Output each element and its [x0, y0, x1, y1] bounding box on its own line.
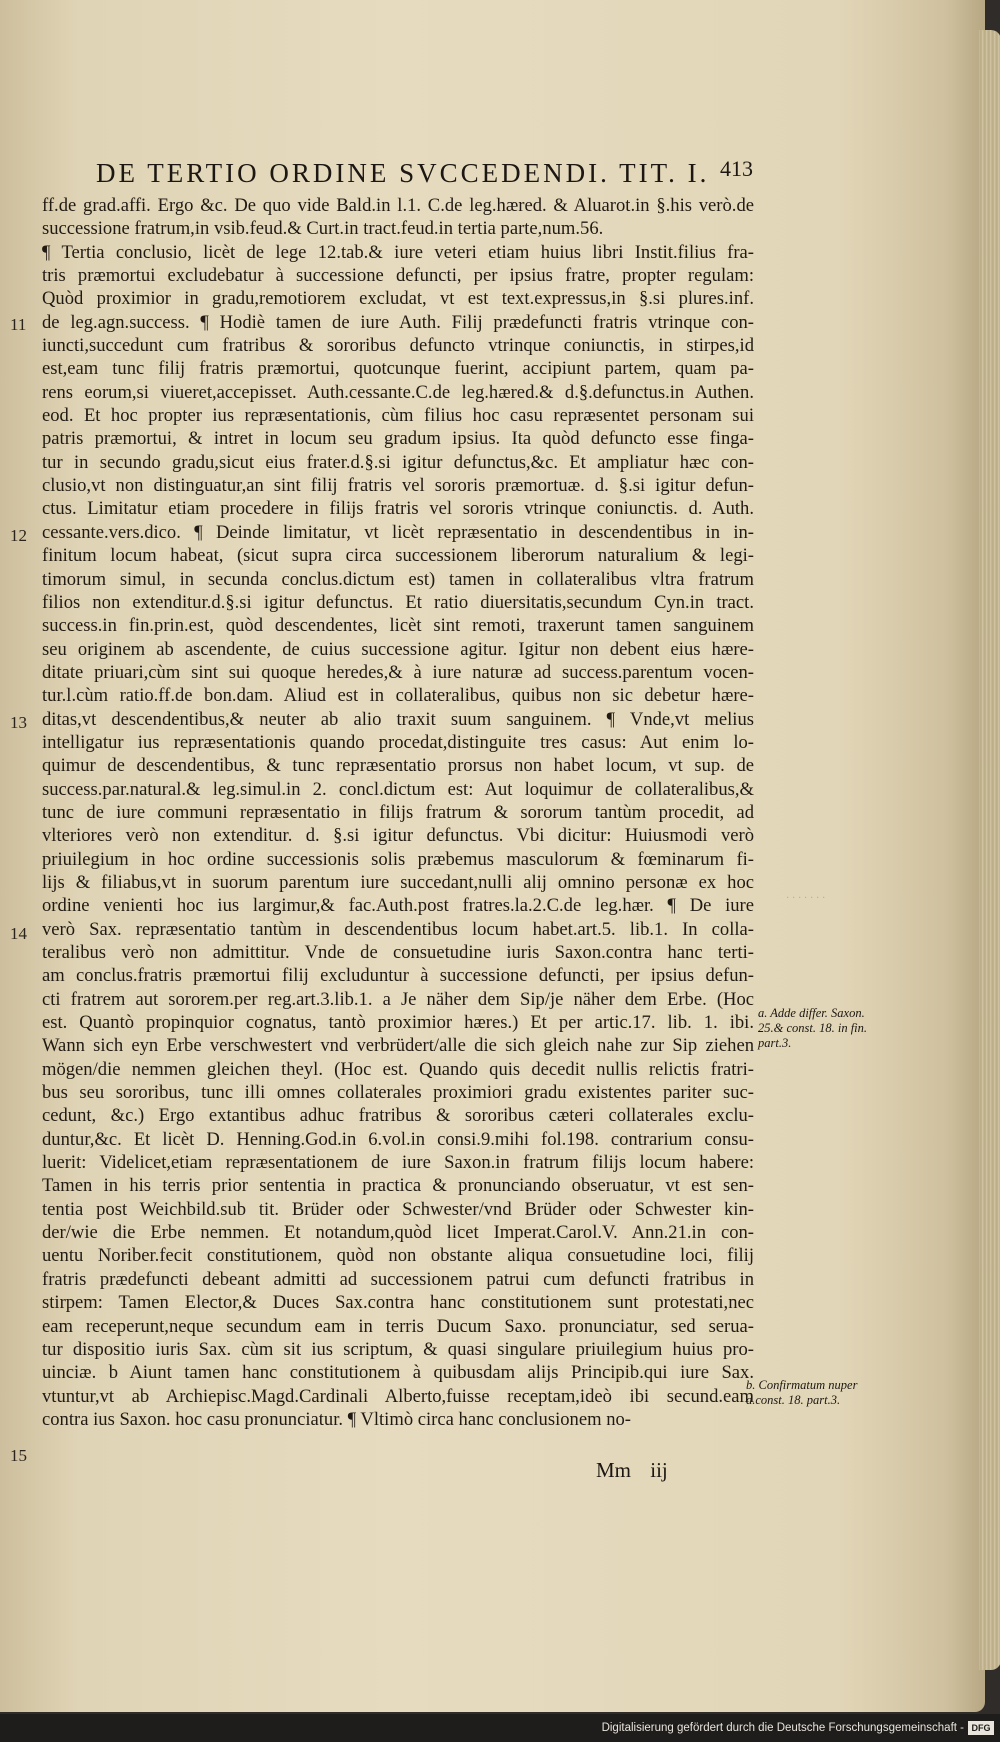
text-line: rens eorum,si viueret,accepisset. Auth.cessante.C.de leg.hæred.& d.§.defunctus.in Authen.: [42, 381, 754, 403]
text-line: clusio,vt non distinguatur,an sint filij fratris vel sororis præmortuæ. d. §.si igitur defun-: [42, 475, 754, 497]
text-line: Tamen in his terris prior sententia in practica & pronunciando obseruatur, vt est sen-: [42, 1175, 754, 1197]
text-line: fratris prædefuncti debeant admitti ad successionem patrui cum defuncti fratribus in: [42, 1268, 754, 1290]
margin-number-13: 13: [10, 713, 27, 732]
text-line: ¶ Tertia conclusio, licèt de lege 12.tab.& iure veteri etiam huius libri Instit.filius fra-: [42, 241, 754, 263]
margin-number-12: 12: [10, 526, 27, 545]
text-line: der/wie die Erbe nemmen. Et notandum,quòd licet Imperat.Carol.V. Ann.21.in con-: [42, 1222, 754, 1244]
text-line: tur in secundo gradu,sicut eius frater.d.§.si igitur defunctus,&c. Et ampliatur hæc con-: [42, 451, 754, 473]
dfg-logo-icon: DFG: [968, 1721, 994, 1735]
text-line: Wann sich eyn Erbe verschwestert vnd verbrüdert/alle die sich gleich nahe zur Sip ziehen: [42, 1035, 754, 1057]
text-line: cti fratrem aut sororem.per reg.art.3.lib.1. a Je näher dem Sip/je näher dem Erbe. (Hoc: [42, 988, 754, 1010]
text-line: duntur,&c. Et licèt D. Henning.God.in 6.vol.in consi.9.mihi fol.198. contrarium consu-: [42, 1128, 754, 1150]
text-line: vlteriores verò non extenditur. d. §.si igitur defunctus. Vbi dicitur: Huiusmodi verò: [42, 825, 754, 847]
running-title: DE TERTIO ORDINE SVCCEDENDI. TIT. I.: [96, 158, 710, 188]
margin-number-14: 14: [10, 924, 27, 943]
text-line: eam receperunt,neque secundum eam in terris Ducum Saxo. pronunciatur, sed serua-: [42, 1315, 754, 1337]
text-line: ff.de grad.affi. Ergo &c. De quo vide Bald.in l.1. C.de leg.hæred. & Aluarot.in §.his verò.de: [42, 195, 754, 216]
text-line: lijs & filiabus,vt in suorum parentum iure succedant,nulli alij omnino personæ ex hoc: [42, 871, 754, 893]
text-line: luerit: Videlicet,etiam repræsentationem de iure Saxon.in fratrum filijs locum habere:: [42, 1152, 754, 1174]
signature-mark: Mm iij: [596, 1458, 668, 1482]
text-line: ditate priuari,cùm sint sui quoque heredes,& à iure naturæ ad success.parentum vocen-: [42, 661, 754, 683]
text-line: tentia post Weichbild.sub tit. Brüder oder Schwester/vnd Brüder oder Schwester kin-: [42, 1198, 754, 1220]
margin-number-11: 11: [10, 315, 27, 334]
footer-credit: Digitalisierung gefördert durch die Deutsche Forschungsgemeinschaft -: [601, 1722, 964, 1734]
text-line: priuilegium in hoc ordine successionis solis præbemus masculorum & fœminarum fi-: [42, 848, 754, 870]
text-line: success.par.natural.& leg.simul.in 2. concl.dictum est: Aut loquimur de collateralibus,&: [42, 778, 754, 800]
text-line: de leg.agn.success. ¶ Hodiè tamen de iure Auth. Filij prædefuncti fratris vtrinque con-: [42, 311, 754, 333]
text-line: teralibus verò non admittitur. Vnde de consuetudine iuris Saxon.contra hanc terti-: [42, 942, 754, 963]
text-line: cedunt, &c.) Ergo extantibus adhuc fratribus & sororibus cæteri collaterales exclu-: [42, 1105, 754, 1127]
book-page: DE TERTIO ORDINE SVCCEDENDI. TIT. I. 413 ff.de grad.affi. Ergo &c. De quo vide Bald.in l.1. C.de leg.hæred. & Aluarot.in §.his verò.de successione fratrum,in vsib.feud.& Curt.in tract.feud.in tertia parte,num.56. ¶ Tertia conclusio, licèt de lege 12.tab.& iure veteri etiam huius libri Instit.filius fra- tris præmortui excludebatur à successione defuncti, per ipsius fratre, propter regulam: Quòd proximior in gradu,remotiorem excludat, vt est text.expressus,in §.si plures.inf. de leg.agn.success. ¶ Hodiè tamen de iure Auth. Filij prædefuncti fratris vtrinque con- iuncti,succedunt cum fratribus & sororibus defuncto vtrinque coniunctis, in stirpes,id est,eam tunc filij fratris præmortui, quotcunque fuerint, accipiunt partem, quam pa- rens eorum,si viueret,accepisset. Auth.cessante.C.de leg.hæred.& d.§.defunctus.in Authen. eod. Et hoc propter ius repræsentationis, cùm filius hoc casu repræsentet personam sui patris præmortui, & intret in locum seu gradum ipsius. Ita quòd defuncto esse finga- tur in secundo gradu,sicut eius frater.d.§.si igitur defunctus,&c. Et ampliatur hæc con- clusio,vt non distinguatur,an sint filij fratris vel sororis præmortuæ. d. §.si igitur defun- ctus. Limitatur etiam procedere in filijs fratris vel sororis vtrinque coniunctis. d. Auth. cessante.vers.dico. ¶ Deinde limitatur, vt licèt repræsentatio in descendentibus in in- finitum locum habeat, (sicut supra circa successionem liberorum naturalium & legi- timorum simul, in secunda conclus.dictum est) tamen in collateralibus vltra fratrum filios non extenditur.d.§.si igitur defunctus. Et ratio diuersitatis,secundum Cyn.in tract. success.in fin.prin.est, quòd descendentes, licèt sint remoti, traxerunt tamen sanguinem seu originem ab ascendente, de cuius successione agitur. Igitur non debent eius hære- ditate priuari,cùm sint sui quoque heredes,& à iure naturæ ad success.parentum vocen- tur.l.cùm ratio.ff.de bon.dam. Aliud est in collateralibus, quibus non sic debetur hære- ditas,vt descendentibus,& neuter ab alio traxit suum sanguinem. ¶ Vnde,vt melius intelligatur ius repræsentationis quando procedat,distinguite tres casus: Aut enim lo- quimur de descendentibus, & tunc repræsentatio prorsus non habet locum, vt sup. de success.par.natural.& leg.simul.in 2. concl.dictum est: Aut loquimur de collateralibus,& tunc de iure communi repræsentatio in filijs fratrum & sororum tantùm procedit, ad vlteriores verò non extenditur. d. §.si igitur defunctus. Vbi dicitur: Huiusmodi verò priuilegium in hoc ordine successionis solis præbemus masculorum & fœminarum fi- lijs & filiabus,vt in suorum parentum iure succedant,nulli alij omnino personæ ex hoc ordine venienti hoc ius largimur,& fac.Auth.post fratres.la.2.C.de leg.hær. ¶ De iure verò Sax. repræsentatio tantùm in descendentibus locum habet.art.5. lib.1. In colla- teralibus verò non admittitur. Vnde de consuetudine iuris Saxon.contra hanc terti- am conclus.fratris præmortui filij excluduntur à successione defuncti, per ipsius defun- cti fratrem aut sororem.per reg.art.3.lib.1. a Je näher dem Sip/je näher dem Erbe. (Hoc est. Quantò propinquior cognatus, tantò proximior hæres.) Et per artic.17. lib. 1. ibi. Wann sich eyn Erbe verschwestert vnd verbrüdert/alle die sich gleich nahe zur Sip ziehen mögen/die nemmen gleichen theyl. (Hoc est. Quando quis decedit nullis relictis fratri- bus seu sororibus, tunc illi omnes collaterales proximiori gradu existentes pariter suc- cedunt, &c.) Ergo extantibus adhuc fratribus & sororibus cæteri collaterales exclu- duntur,&c. Et licèt D. Henning.God.in 6.vol.in consi.9.mihi fol.198. contrarium consu- luerit: Videlicet,etiam repræsentationem de iure Saxon.in fratrum filijs locum habere: Tamen in his terris prior sententia in practica & pronunciando obseruatur, vt est sen- tentia post Weichbild.sub tit. Brüder oder Schwester/vnd Brüder oder Schwester kin- der/wie die Erbe nemmen. Et notandum,quòd licet Imperat.Carol.V. Ann.21.in con- uentu Noriber.fecit constitutionem, quòd non obstante aliqua consuetudine loci, filij fratris prædefuncti debeant admitti ad successionem patrui cum defuncti fratribus in stirpem: Tamen Elector,& Duces Sax.contra hanc constitutionem sunt protestati,nec eam receperunt,neque secundum eam in terris Ducum Saxo. pronunciatur, sed serua- tur dispositio iuris Sax. cùm sit ius scriptum, & quasi singulare priuilegium huius pro- uinciæ. b Aiunt tamen hanc constitutionem à quibusdam alijs Principib.qui iure Sax. vtuntur,vt ab Archiepisc.Magd.Cardinali Alberto,fuisse receptam,ideò ibi secund.eam contra ius Saxon. hoc casu pronunciatur. ¶ Vltimò circa hanc conclusionem no- 11 12 13 14 15 a. Adde differ. Saxon. 25.& const. 18. in fin. part.3. b. Confirmatum nuper d.const. 18. part.3. · · · · · · · Mm iij: [0, 0, 985, 1712]
body-text: [42, 194, 754, 1431]
text-line: tur dispositio iuris Sax. cùm sit ius scriptum, & quasi singulare priuilegium huius pro-: [42, 1338, 754, 1360]
text-line: timorum simul, in secunda conclus.dictum est) tamen in collateralibus vltra fratrum: [42, 568, 754, 590]
text-line: eod. Et hoc propter ius repræsentationis, cùm filius hoc casu repræsentet personam sui: [42, 405, 754, 427]
text-line: ordine venienti hoc ius largimur,& fac.Auth.post fratres.la.2.C.de leg.hær. ¶ De iure: [42, 895, 754, 917]
text-line: patris præmortui, & intret in locum seu gradum ipsius. Ita quòd defuncto esse finga-: [42, 428, 754, 450]
margin-number-15: 15: [10, 1446, 27, 1465]
side-note-a: a. Adde differ. Saxon. 25.& const. 18. in fin. part.3.: [758, 1006, 868, 1050]
text-line: vtuntur,vt ab Archiepisc.Magd.Cardinali Alberto,fuisse receptam,ideò ibi secund.eam: [42, 1385, 754, 1407]
text-line: uinciæ. b Aiunt tamen hanc constitutionem à quibusdam alijs Principib.qui iure Sax.: [42, 1362, 754, 1384]
text-line: finitum locum habeat, (sicut supra circa successionem liberorum naturalium & legi-: [42, 545, 754, 567]
page-edge: [979, 30, 1000, 1670]
text-line: ctus. Limitatur etiam procedere in filijs fratris vel sororis vtrinque coniunctis. d. Auth.: [42, 498, 754, 520]
text-line: tur.l.cùm ratio.ff.de bon.dam. Aliud est in collateralibus, quibus non sic debetur hære-: [42, 685, 754, 707]
text-line: intelligatur ius repræsentationis quando procedat,distinguite tres casus: Aut enim lo-: [42, 731, 754, 753]
text-line: seu originem ab ascendente, de cuius successione agitur. Igitur non debent eius hære-: [42, 638, 754, 660]
text-line: successione fratrum,in vsib.feud.& Curt.in tract.feud.in tertia parte,num.56.: [42, 218, 604, 240]
page-number: 413: [720, 156, 753, 181]
text-line: filios non extenditur.d.§.si igitur defunctus. Et ratio diuersitatis,secundum Cyn.in tract.: [42, 591, 754, 613]
text-line: stirpem: Tamen Elector,& Duces Sax.contra hanc constitutionem sunt protestati,nec: [42, 1292, 754, 1314]
text-line: am conclus.fratris præmortui filij excluduntur à successione defuncti, per ipsius defun-: [42, 965, 754, 987]
text-line: iuncti,succedunt cum fratribus & sororibus defuncto vtrinque coniunctis, in stirpes,id: [42, 335, 754, 357]
text-line: est. Quantò propinquior cognatus, tantò proximior hæres.) Et per artic.17. lib. 1. ibi.: [42, 1012, 754, 1034]
text-line: cessante.vers.dico. ¶ Deinde limitatur, vt licèt repræsentatio in descendentibus in in-: [42, 521, 754, 543]
text-line: uentu Noriber.fecit constitutionem, quòd non obstante aliqua consuetudine loci, filij: [42, 1245, 754, 1267]
text-line: Quòd proximior in gradu,remotiorem excludat, vt est text.expressus,in §.si plures.inf.: [42, 288, 754, 310]
text-line: tris præmortui excludebatur à successione defuncti, per ipsius fratre, propter regulam:: [42, 265, 754, 287]
text-line: bus seu sororibus, tunc illi omnes collaterales proximiori gradu existentes pariter suc-: [42, 1082, 754, 1104]
text-line: quimur de descendentibus, & tunc repræsentatio prorsus non habet locum, vt sup. de: [42, 755, 754, 777]
text-line: success.in fin.prin.est, quòd descendentes, licèt sint remoti, traxerunt tamen sanguinem: [42, 615, 754, 637]
text-line: tunc de iure communi repræsentatio in filijs fratrum & sororum tantùm procedit, ad: [42, 801, 754, 823]
text-line: est,eam tunc filij fratris præmortui, quotcunque fuerint, accipiunt partem, quam pa-: [42, 358, 754, 380]
text-line: ditas,vt descendentibus,& neuter ab alio traxit suum sanguinem. ¶ Vnde,vt melius: [42, 708, 754, 730]
text-line: verò Sax. repræsentatio tantùm in descendentibus locum habet.art.5. lib.1. In colla-: [42, 918, 754, 940]
side-note-b: b. Confirmatum nuper d.const. 18. part.3.: [746, 1378, 858, 1407]
text-line: mögen/die nemmen gleichen theyl. (Hoc est. Quando quis decedit nullis relictis fratri-: [42, 1058, 754, 1080]
text-line: contra ius Saxon. hoc casu pronunciatur. ¶ Vltimò circa hanc conclusionem no-: [42, 1408, 631, 1430]
